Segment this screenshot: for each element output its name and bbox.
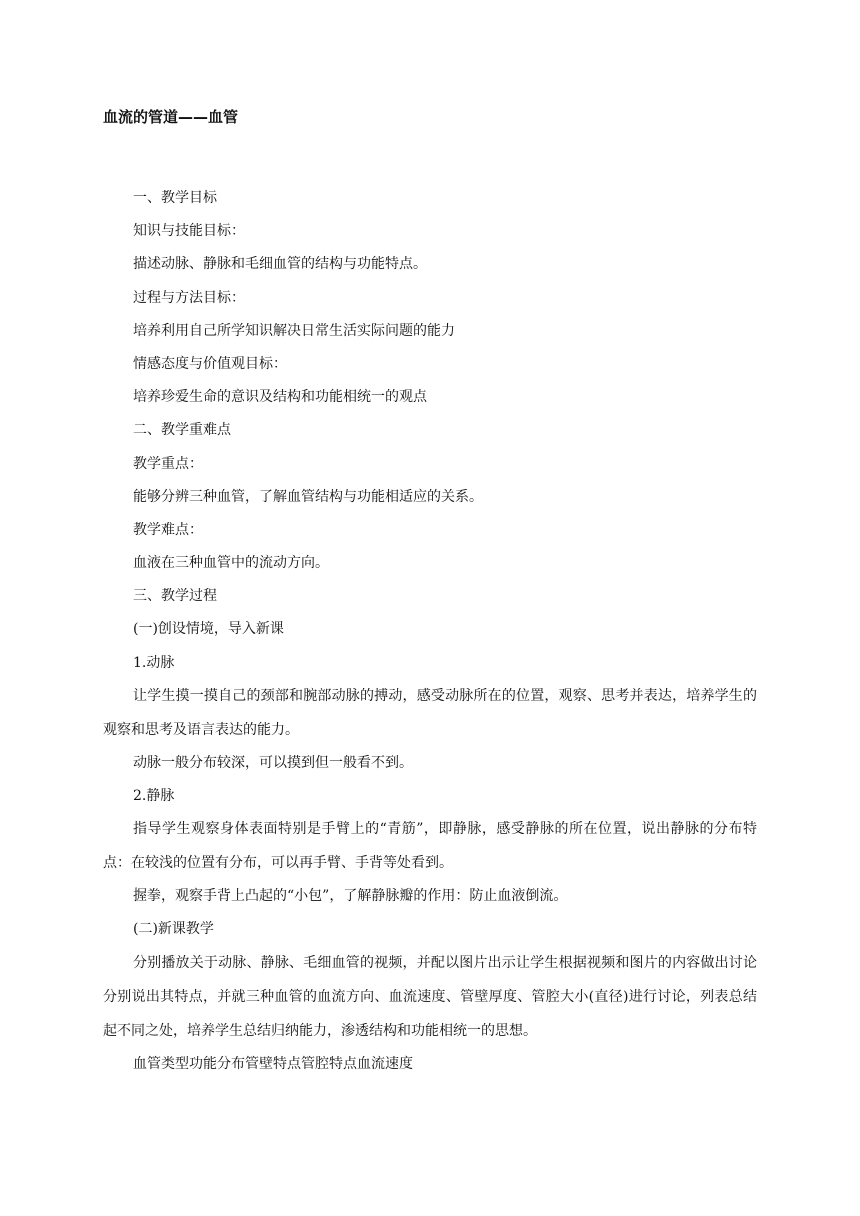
paragraph: 动脉一般分布较深，可以摸到但一般看不到。 xyxy=(133,754,413,771)
paragraph: 握拳，观察手背上凸起的“小包”，了解静脉瓣的作用：防止血液倒流。 xyxy=(133,888,568,905)
paragraph-section-heading: 一、教学目标 xyxy=(133,190,217,206)
paragraph: 能够分辨三种血管，了解血管结构与功能相适应的关系。 xyxy=(133,488,483,505)
paragraph-section-heading: 三、教学过程 xyxy=(133,588,217,605)
paragraph-table-header: 血管类型功能分布管壁特点管腔特点血流速度 xyxy=(133,1055,413,1072)
paragraph: 分别播放关于动脉、静脉、毛细血管的视频，并配以图片出示让学生根据视频和图片的内容做出讨论分别说出其特点，并就三种血管的血流方向、血流速度、管壁厚度、管腔大小(直径)进行讨论，列表总结起不同之处，培养学生总结归纳能力，渗透结构和功能相统一的思想。 xyxy=(103,954,757,1039)
paragraph: 描述动脉、静脉和毛细血管的结构与功能特点。 xyxy=(133,256,427,273)
paragraph-subheading: (一)创设情境，导入新课 xyxy=(133,621,284,638)
paragraph: 培养珍爱生命的意识及结构和功能相统一的观点 xyxy=(133,389,427,406)
paragraph: 让学生摸一摸自己的颈部和腕部动脉的搏动，感受动脉所在的位置，观察、思考并表达，培养学生的观察和思考及语言表达的能力。 xyxy=(103,687,757,738)
document-title: 血流的管道——血管 xyxy=(103,108,239,126)
paragraph-subheading: 教学重点： xyxy=(133,455,203,472)
paragraph-subheading: 2.静脉 xyxy=(133,788,175,804)
paragraph-subheading: 过程与方法目标： xyxy=(133,289,245,306)
document-body xyxy=(103,187,757,1086)
paragraph: 培养利用自己所学知识解决日常生活实际问题的能力 xyxy=(133,322,455,339)
paragraph: 血液在三种血管中的流动方向。 xyxy=(133,555,329,572)
paragraph-section-heading: 二、教学重难点 xyxy=(133,422,231,439)
paragraph-subheading: 1.动脉 xyxy=(133,654,175,671)
paragraph: 指导学生观察身体表面特别是手臂上的“青筋”，即静脉，感受静脉的所在位置，说出静脉的分布特点：在较浅的位置有分布，可以再手臂、手背等处看到。 xyxy=(103,821,757,872)
paragraph-subheading: (二)新课教学 xyxy=(133,921,214,938)
paragraph-subheading: 教学难点： xyxy=(133,521,203,538)
paragraph-subheading: 知识与技能目标： xyxy=(133,223,245,240)
paragraph-subheading: 情感态度与价值观目标： xyxy=(133,355,287,372)
